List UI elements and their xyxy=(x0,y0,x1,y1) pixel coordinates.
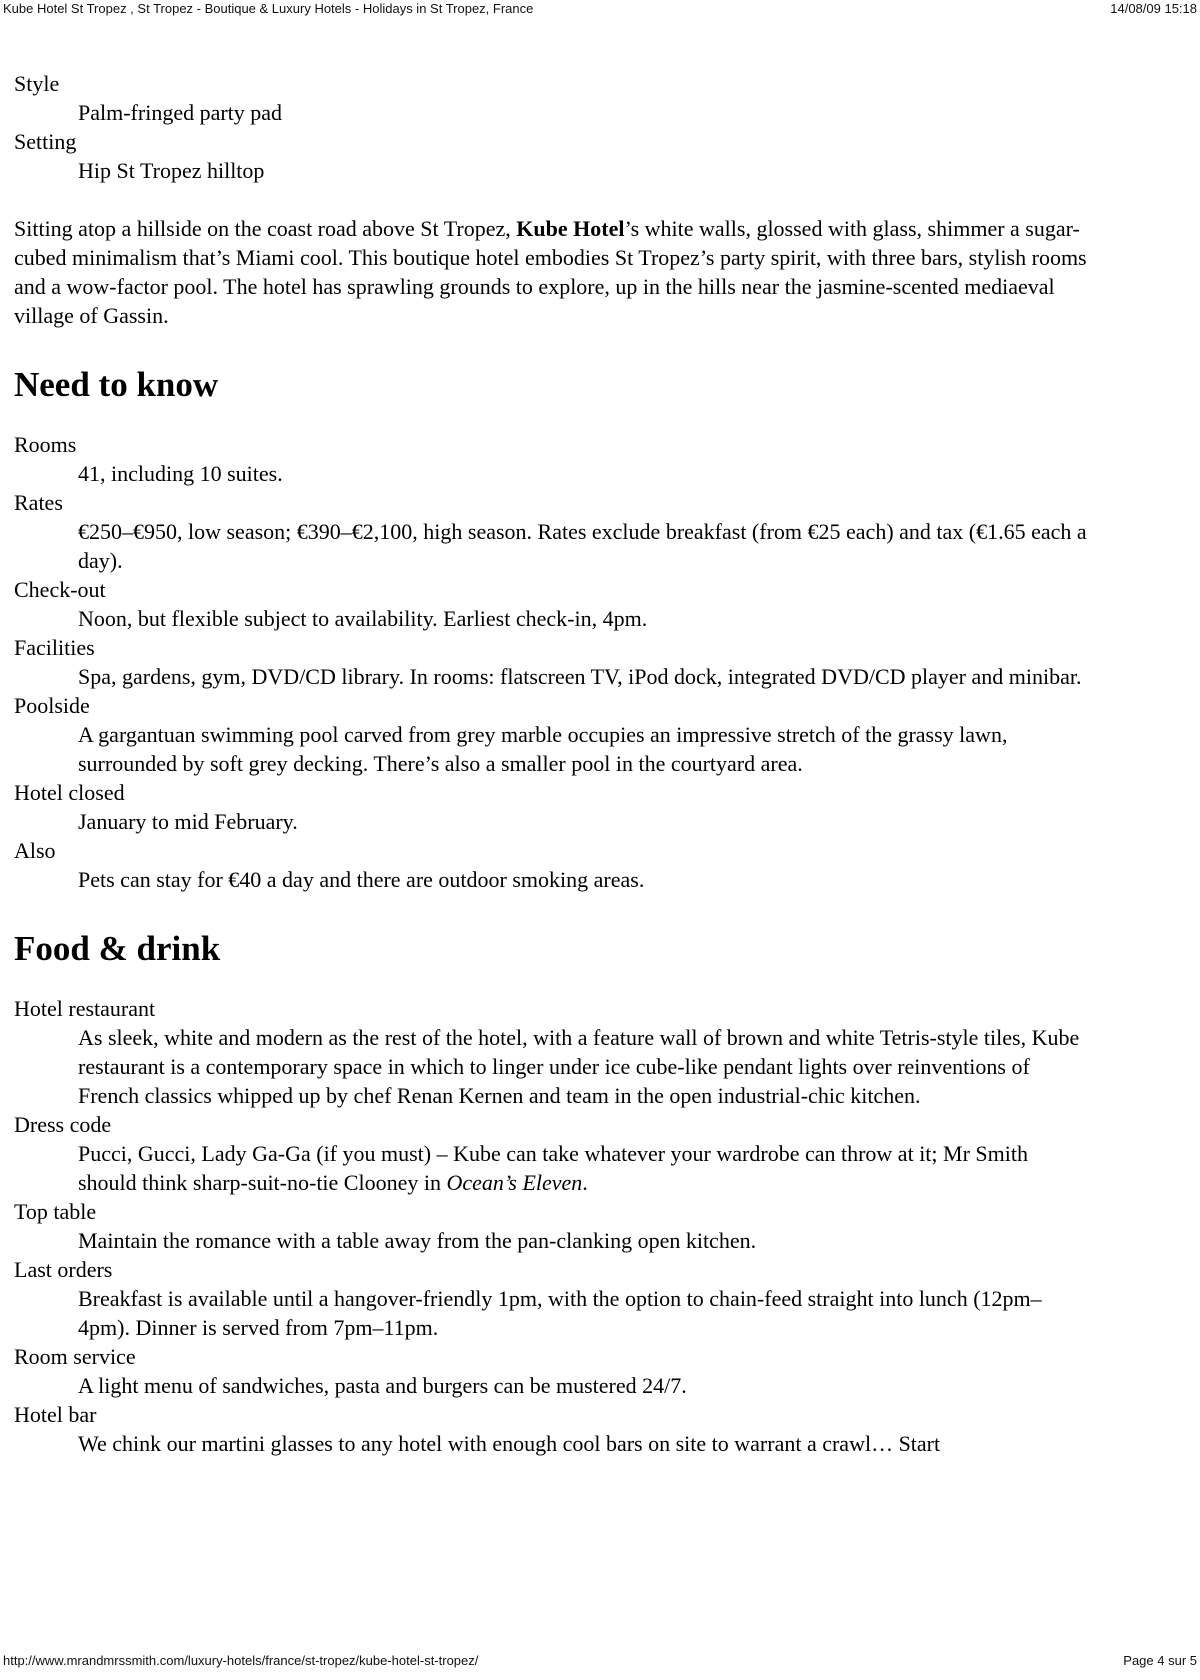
term-setting: Setting xyxy=(14,129,77,154)
hotel-name-bold: Kube Hotel xyxy=(516,216,625,241)
source-url: http://www.mrandmrssmith.com/luxury-hotels/france/st-tropez/kube-hotel-st-tropez/ xyxy=(3,1653,479,1668)
dress-code-text-after: . xyxy=(582,1170,588,1195)
overview-list xyxy=(14,69,1090,185)
term-rooms: Rooms xyxy=(14,432,77,457)
term-hotel-closed: Hotel closed xyxy=(14,780,125,805)
definition-setting: Hip St Tropez hilltop xyxy=(78,158,265,183)
term-hotel-restaurant: Hotel restaurant xyxy=(14,996,156,1021)
term-check-out: Check-out xyxy=(14,577,106,602)
term-last-orders: Last orders xyxy=(14,1257,113,1282)
definition-dress-code xyxy=(78,1139,1090,1197)
print-header xyxy=(3,1,1197,16)
definition-hotel-closed: January to mid February. xyxy=(78,809,298,834)
need-to-know-list xyxy=(14,430,1090,894)
food-and-drink-heading: Food & drink xyxy=(14,929,221,968)
term-top-table: Top table xyxy=(14,1199,97,1224)
definition-facilities: Spa, gardens, gym, DVD/CD library. In rooms: flatscreen TV, iPod dock, integrated DVD/CD player and minibar. xyxy=(78,664,1082,689)
definition-top-table: Maintain the romance with a table away from the pan-clanking open kitchen. xyxy=(78,1228,757,1253)
print-timestamp: 14/08/09 15:18 xyxy=(1110,1,1197,16)
term-style: Style xyxy=(14,71,60,96)
article-body xyxy=(14,69,1090,1458)
definition-rooms: 41, including 10 suites. xyxy=(78,461,283,486)
page-title: Kube Hotel St Tropez , St Tropez - Boutique & Luxury Hotels - Holidays in St Tropez, France xyxy=(3,1,534,16)
definition-hotel-restaurant: As sleek, white and modern as the rest of the hotel, with a feature wall of brown and white Tetris-style tiles, Kube restaurant is a contemporary space in which to linger under ice cube-like pendant lights over reinventions of French classics whipped up by chef Renan Kernen and team in the open industrial-chic kitchen. xyxy=(78,1025,1080,1108)
term-also: Also xyxy=(14,838,56,863)
definition-room-service: A light menu of sandwiches, pasta and burgers can be mustered 24/7. xyxy=(78,1373,687,1398)
movie-title-italic: Ocean’s Eleven xyxy=(446,1170,583,1195)
definition-poolside: A gargantuan swimming pool carved from grey marble occupies an impressive stretch of the grassy lawn, surrounded by soft grey decking. There’s also a smaller pool in the courtyard area. xyxy=(78,722,1008,776)
term-facilities: Facilities xyxy=(14,635,95,660)
term-hotel-bar: Hotel bar xyxy=(14,1402,97,1427)
definition-rates: €250–€950, low season; €390–€2,100, high season. Rates exclude breakfast (from €25 each) and tax (€1.65 each a day). xyxy=(78,519,1087,573)
definition-check-out: Noon, but flexible subject to availability. Earliest check-in, 4pm. xyxy=(78,606,648,631)
term-poolside: Poolside xyxy=(14,693,90,718)
food-and-drink-list xyxy=(14,994,1090,1458)
term-room-service: Room service xyxy=(14,1344,136,1369)
dress-code-text-before: Pucci, Gucci, Lady Ga-Ga (if you must) – Kube can take whatever your wardrobe can throw at it; Mr Smith should think sharp-suit-no-tie Clooney in xyxy=(78,1141,1028,1195)
intro-paragraph xyxy=(14,214,1090,330)
need-to-know-heading: Need to know xyxy=(14,365,219,404)
page-number: Page 4 sur 5 xyxy=(1123,1653,1197,1668)
definition-last-orders: Breakfast is available until a hangover-friendly 1pm, with the option to chain-feed straight into lunch (12pm–4pm). Dinner is served from 7pm–11pm. xyxy=(78,1286,1042,1340)
intro-text-after: ’s white walls, glossed with glass, shimmer a sugar-cubed minimalism that’s Miami cool. This boutique hotel embodies St Tropez’s party spirit, with three bars, stylish rooms and a wow-factor pool. The hotel has sprawling grounds to explore, up in the hills near the jasmine-scented mediaeval village of Gassin. xyxy=(14,216,1087,328)
definition-hotel-bar: We chink our martini glasses to any hotel with enough cool bars on site to warrant a crawl… Start xyxy=(78,1431,941,1456)
print-footer xyxy=(3,1653,1197,1668)
intro-text-before: Sitting atop a hillside on the coast road above St Tropez, xyxy=(14,216,517,241)
term-dress-code: Dress code xyxy=(14,1112,112,1137)
term-rates: Rates xyxy=(14,490,63,515)
definition-also: Pets can stay for €40 a day and there are outdoor smoking areas. xyxy=(78,867,645,892)
definition-style: Palm-fringed party pad xyxy=(78,100,283,125)
